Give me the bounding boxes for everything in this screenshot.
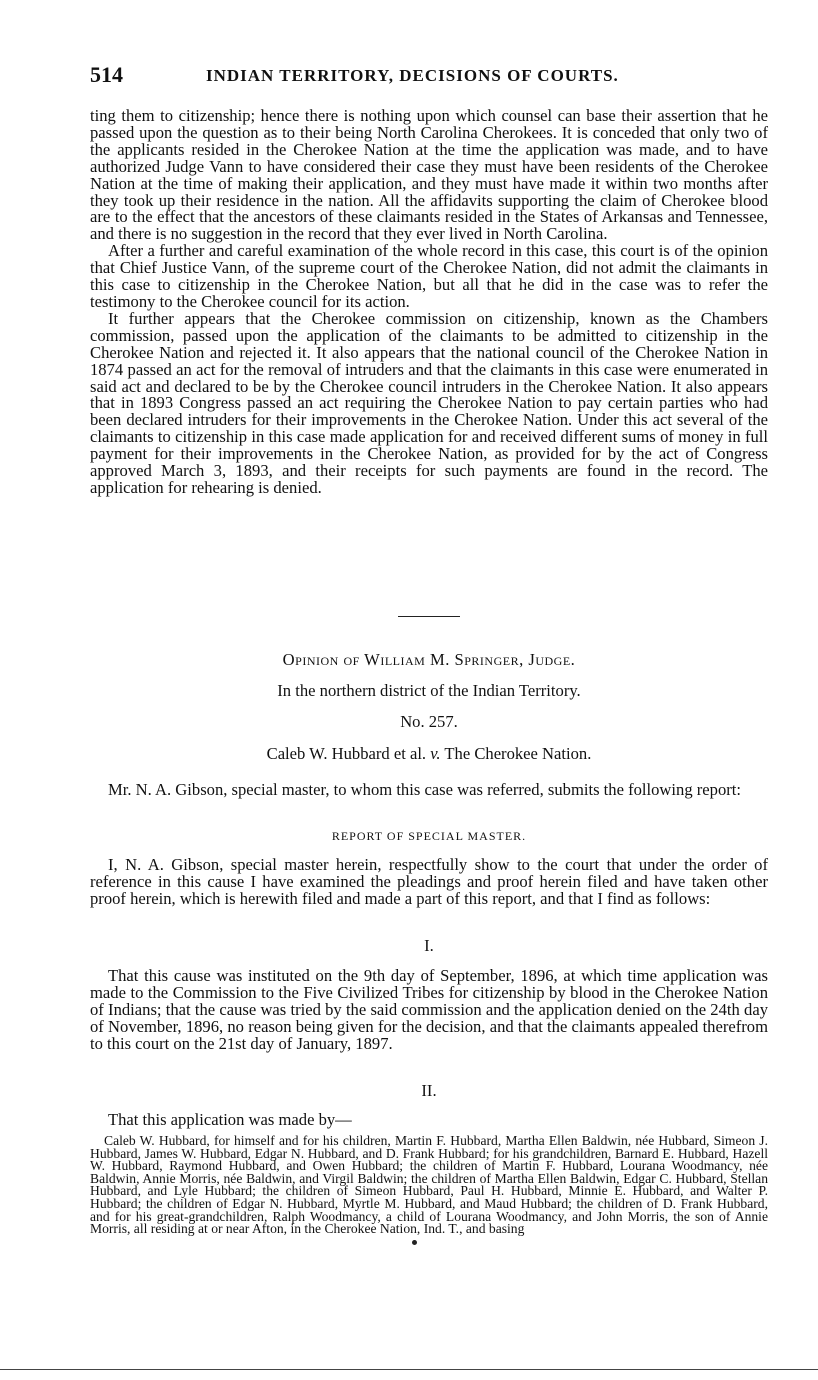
report-intro [90,857,768,908]
report-heading: REPORT OF SPECIAL MASTER. [331,829,527,843]
applicants-list [90,1135,768,1236]
paragraph-chambers-commission: It further appears that the Cherokee commission on citizenship, known as the Chambers commission, passed upon the application of the claimants to be admitted to citizenship in the Cherokee Nation and rejected it. It also appears that the national council of the Cherokee Nation in 1874 passed an act for the removal of intruders and that the claimants in this case were enumerated in said act and declared to be by the Cherokee council intruders in the Cherokee Nation. It also appears that in 1893 Congress passed an act requiring the Cherokee Nation to pay certain parties who had been declared intruders for their improvements in the Cherokee Nation. Under this act several of the claimants to citizenship in this case made application for and received different sums of money in full payment for their improvements in the Cherokee Nation, as provided for by the act of Congress approved March 3, 1893, and their receipts for such payments are found in the record. The application for rehearing is denied. [90,308,768,497]
section-ii-paragraph: That this application was made by— [108,1110,352,1129]
section-ii-text [90,1112,768,1129]
case-title [90,744,768,764]
applicants-paragraph: Caleb W. Hubbard, for himself and for his children, Martin F. Hubbard, Martha Ellen Baldwin, née Hubbard, Simeon J. Hubbard, James W. Hubbard, Edgar N. Hubbard, and D. Frank Hubbard; for his grandchildren, Barnard E. Hubbard, Hazell W. Hubbard, Raymond Hubbard, and Owen Hubbard; the children of Martin F. Hubbard, Lourana Woodmancy, née Baldwin, Annie Morris, née Baldwin, and Virgil Baldwin; the children of Martha Ellen Baldwin, Edgar C. Hubbard, Stellan Hubbard, and Lyle Hubbard; the children of Simeon Hubbard, Paul H. Hubbard, Minnie E. Hubbard, and Walter P. Hubbard; the children of Edgar N. Hubbard, Myrtle M. Hubbard, and Maud Hubbard; the children of D. Frank Hubbard, and for his great-grandchildren, Ralph Woodmancy, a child of Lourana Woodmancy, and John Morris, the son of Annie Morris, all residing at or near Afton, in the Cherokee Nation, Ind. T., and basing [90,1133,768,1237]
master-referral-intro [90,782,768,799]
section-divider-rule [398,616,460,617]
continued-opinion-text [90,108,768,497]
court-district: In the northern district of the Indian Territory. [277,681,581,700]
paragraph-continuation: ting them to citizenship; hence there is nothing upon which counsel can base their assertion that he passed upon the question as to their being North Carolina Cherokees. It is conceded that only two of the applicants resided in the Cherokee Nation at the time the application was made, and to have authorized Judge Vann to have considered their case they must have been residents of the Cherokee Nation at the time of making their application, and they must have made it within two months after they took up their residence in the nation. All the affidavits supporting the claim of Cherokee blood are to the effect that the ancestors of these claimants resided in the States of Arkansas and Tennessee, and there is no suggestion in the record that they ever lived in North Carolina. [90,106,768,244]
referral-paragraph: Mr. N. A. Gibson, special master, to whom this case was referred, submits the following report: [108,780,742,799]
case-title-defendant: The Cherokee Nation. [440,744,592,763]
page-bottom-rule [0,1369,818,1370]
section-i-text [90,968,768,1053]
page-number: 514 [90,62,123,87]
report-intro-paragraph: I, N. A. Gibson, special master herein, respectfully show to the court that under the order of reference in this cause I have examined the pleadings and proof herein filed and have taken other proof herein, which is herewith filed and made a part of this report, and that I find as follows: [90,855,768,908]
paragraph-further-examination: After a further and careful examination of the whole record in this case, this court is of the opinion that Chief Justice Vann, of the supreme court of the Cherokee Nation, did not admit the claimants in this case to citizenship in the Cherokee Nation, but all that he did in the case was to refer the testimony to the Cherokee council for its action. [90,241,768,311]
page-mark-dot [412,1240,417,1245]
section-heading-i: I. [424,936,434,955]
section-i-paragraph: That this cause was instituted on the 9th day of September, 1896, at which time application was made to the Commission to the Five Civilized Tribes for citizenship by blood in the Cherokee Nation of Indians; that the cause was tried by the said commission and the application denied on the 24th day of November, 1896, no reason being given for the decision, and that the claimants appealed therefrom to this court on the 21st day of January, 1897. [90,966,768,1053]
running-title: INDIAN TERRITORY, DECISIONS OF COURTS. [206,66,619,85]
section-heading-ii: II. [421,1081,437,1100]
opinion-heading: Opinion of William M. Springer, Judge. [282,650,576,669]
running-header [90,62,768,92]
case-title-plaintiff: Caleb W. Hubbard et al. [266,744,431,763]
case-title-versus: v. [430,744,441,763]
case-number: No. 257. [400,712,458,731]
